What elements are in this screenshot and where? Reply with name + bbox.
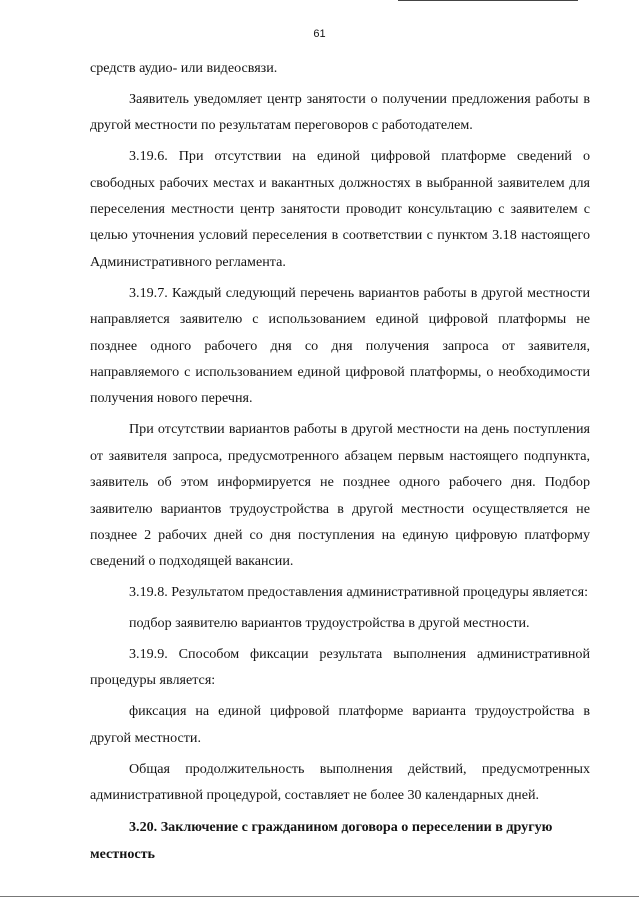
document-body	[90, 55, 590, 872]
paragraph: 3.19.7. Каждый следующий перечень вариантов работы в другой местности направляется заявителю с использованием единой цифровой платформы не позднее одного рабочего дня со дня получения запроса от заявителя, направляемого с использованием единой цифровой платформы, о необходимости получения нового перечня.	[90, 284, 590, 407]
paragraph: подбор заявителю вариантов трудоустройства в другой местности.	[129, 615, 530, 632]
paragraph: Заявитель уведомляет центр занятости о получении предложения работы в другой местности по результатам переговоров с работодателем.	[90, 90, 590, 134]
paragraph: 3.19.9. Способом фиксации результата выполнения административной процедуры является:	[90, 646, 590, 689]
bottom-rule	[0, 896, 639, 897]
page-number: 61	[313, 28, 326, 40]
paragraph: 3.19.6. При отсутствии на единой цифровой платформе сведений о свободных рабочих местах и вакантных должностях в выбранной заявителем для переселения местности центр занятости проводит консультацию с заявителем с целью уточнения условий переселения в соответствии с пунктом 3.18 настоящего Административного регламента.	[90, 148, 590, 270]
paragraph: средств аудио- или видеосвязи.	[90, 60, 278, 76]
paragraph: фиксация на единой цифровой платформе варианта трудоустройства в другой местности.	[90, 703, 590, 746]
paragraph: Общая продолжительность выполнения действий, предусмотренных административной процедурой, составляет не более 30 календарных дней.	[90, 760, 590, 804]
top-rule	[398, 0, 578, 1]
paragraph: 3.19.8. Результатом предоставления административной процедуры является:	[129, 584, 589, 601]
paragraph: При отсутствии вариантов работы в другой местности на день поступления от заявителя запроса, предусмотренного абзацем первым настоящего подпункта, заявитель об этом информируется не позднее одного рабочего дня. Подбор заявителю вариантов трудоустройства в другой местности осуществляется не позднее 2 рабочих дней со дня поступления на единую цифровую платформу сведений о подходящей вакансии.	[90, 421, 590, 570]
section-heading: 3.20. Заключение с гражданином договора о переселении в другую местность	[90, 819, 553, 862]
